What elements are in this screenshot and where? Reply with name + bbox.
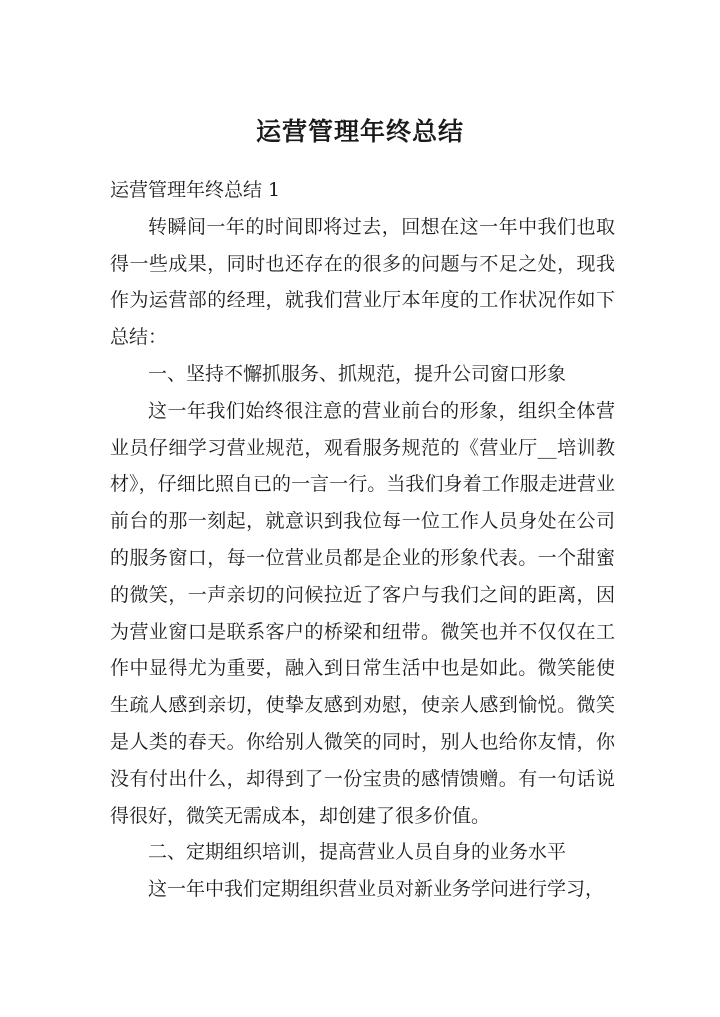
section-heading: 一、坚持不懈抓服务、抓规范，提升公司窗口形象	[148, 362, 567, 385]
document-body	[110, 172, 615, 908]
document-title: 运营管理年终总结	[255, 117, 464, 146]
section-heading: 二、定期组织培训，提高营业人员自身的业务水平	[148, 841, 567, 864]
section-heading: 运营管理年终总结 1	[110, 179, 281, 201]
paragraph: 转瞬间一年的时间即将过去，回想在这一年中我们也取得一些成果，同时也还存在的很多的问题与不足之处，现我作为运营部的经理，就我们营业厅本年度的工作状况作如下总结：	[110, 215, 615, 349]
paragraph: 这一年中我们定期组织营业员对新业务学问进行学习，	[148, 878, 605, 901]
paragraph: 这一年我们始终很注意的营业前台的形象，组织全体营业员仔细学习营业规范，观看服务规范的《营业厅__培训教材》，仔细比照自已的一言一行。当我们身着工作服走进营业前台的那一刻起，就意识到我位每一位工作人员身处在公司的服务窗口，每一位营业员都是企业的形象代表。一个甜蜜的微笑，一声亲切的问候拉近了客户与我们之间的距离，因为营业窗口是联系客户的桥梁和纽带。微笑也并不仅仅在工作中显得尤为重要，融入到日常生活中也是如此。微笑能使生疏人感到亲切，使挚友感到劝慰，使亲人感到愉悦。微笑是人类的春天。你给别人微笑的同时，别人也给你友情，你没有付出什么，却得到了一份宝贵的感情馈赠。有一句话说得很好，微笑无需成本，却创建了很多价值。	[110, 399, 615, 827]
